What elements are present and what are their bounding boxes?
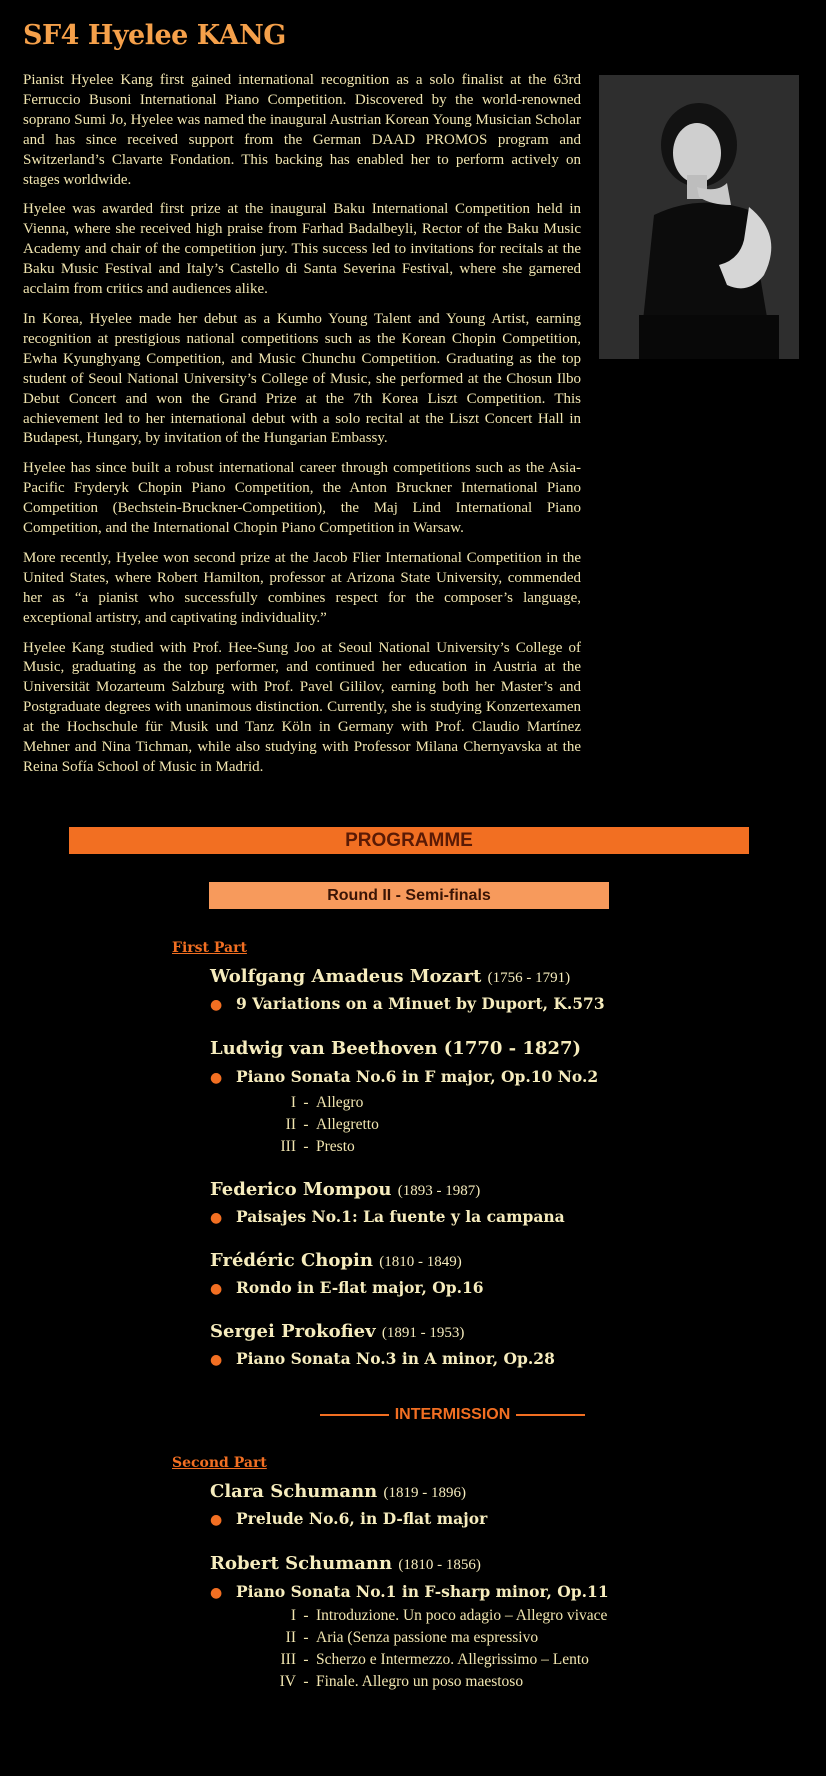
work-text: Piano Sonata No.1 in F-sharp minor, Op.11 — [236, 1582, 609, 1601]
composer-name — [210, 1250, 462, 1271]
movement-name: Scherzo e Intermezzo. Allegrissimo – Lento — [316, 1651, 589, 1668]
bullet-icon: ● — [210, 1281, 223, 1297]
bullet-icon: ● — [210, 1512, 223, 1528]
work-title — [210, 1278, 484, 1297]
composer-name — [210, 966, 570, 987]
round-label: Round II - Semi-finals — [209, 882, 609, 909]
movement-name: Allegro — [316, 1094, 364, 1111]
bullet-icon: ● — [210, 1352, 223, 1368]
work-text: Piano Sonata No.6 in F major, Op.10 No.2 — [236, 1067, 599, 1086]
movement-dash: - — [303, 1629, 309, 1646]
work-text: Rondo in E-flat major, Op.16 — [236, 1278, 484, 1297]
composer-name — [210, 1553, 481, 1574]
portrait-photo — [599, 75, 799, 359]
divider-line — [320, 1414, 389, 1416]
composer-name — [210, 1481, 466, 1502]
intermission-divider — [320, 1403, 585, 1427]
movement — [250, 1629, 538, 1647]
bullet-icon: ● — [210, 1585, 223, 1601]
movement — [250, 1094, 363, 1112]
movement-name: Aria (Senza passione ma espressivo — [316, 1629, 539, 1646]
bio-paragraph: Hyelee was awarded first prize at the inaugural Baku International Competition held in Vienna, where she received high praise from Farhad Badalbeyli, Rector of the Baku Music Academy and chair of the competition jury. This success led to invitations for recitals at the Baku Music Festival and Italy’s Castello di Santa Severina Festival, where she garnered acclaim from critics and audiences alike. — [23, 201, 581, 298]
bio-paragraph: Hyelee has since built a robust international career through competitions such as the Asia-Pacific Fryderyk Chopin Piano Competition, the Anton Bruckner International Piano Competition (Bechstein-Bruckner-Competition), the Maj Lind International Piano Competition, and the International Chopin Piano Competition in Warsaw. — [23, 460, 581, 537]
movement-dash: - — [303, 1094, 309, 1111]
composer-dates: (1819 - 1896) — [383, 1485, 467, 1501]
composer-dates: (1756 - 1791) — [487, 970, 571, 986]
movement-name: Finale. Allegro un poso maestoso — [316, 1673, 524, 1690]
work-title — [210, 1509, 487, 1528]
composer-text: Robert Schumann — [210, 1553, 393, 1574]
work-title — [210, 1067, 598, 1086]
bio-paragraph: Hyelee Kang studied with Prof. Hee-Sung Joo at Seoul National University’s College of Music, graduating as the top performer, and continued her education in Austria at the Universität Mozarteum Salzburg with Prof. Pavel Gililov, earning both her Master’s and Postgraduate degrees with unanimous distinction. Currently, she is studying Konzertexamen at the Hochschule für Musik und Tanz Köln in Germany with Prof. Claudio Martínez Mehner and Nina Tichman, while also studying with Professor Milana Chernyavska at the Reina Sofía School of Music in Madrid. — [23, 639, 581, 775]
composer-dates: (1893 - 1987) — [397, 1183, 481, 1199]
movement-dash: - — [303, 1673, 309, 1690]
work-title — [210, 994, 605, 1013]
composer-name — [210, 1038, 581, 1059]
bullet-icon: ● — [210, 1210, 223, 1226]
movement-name: Presto — [316, 1138, 355, 1155]
movement — [250, 1138, 355, 1156]
movement-number: III — [280, 1651, 296, 1668]
movement-dash: - — [303, 1651, 309, 1668]
intermission-label: INTERMISSION — [394, 1406, 511, 1423]
bio-paragraph: In Korea, Hyelee made her debut as a Kumho Young Talent and Young Artist, earning recognition at prestigious national competitions such as the Korean Chopin Competition, Ewha Kyunghyang Competition, and Music Chunchu Competition. Graduating as the top student of Seoul National University’s College of Music, she performed at the Chosun Ilbo Debut Concert and won the Grand Prize at the 7th Korea Liszt Competition. This achievement led to her international debut with a solo recital at the Liszt Concert Hall in Budapest, Hungary, by invitation of the Hungarian Embassy. — [23, 310, 581, 447]
work-text: Paisajes No.1: La fuente y la campana — [236, 1207, 565, 1226]
composer-text: Frédéric Chopin — [210, 1250, 373, 1271]
composer-dates: (1810 - 1849) — [379, 1254, 462, 1270]
composer-name — [210, 1179, 480, 1200]
composer-dates: (1891 - 1953) — [381, 1325, 465, 1341]
work-text: 9 Variations on a Minuet by Duport, K.573 — [236, 994, 605, 1013]
page-title: SF4 Hyelee KANG — [23, 20, 286, 51]
movement-number: IV — [279, 1673, 296, 1690]
work-text: Piano Sonata No.3 in A minor, Op.28 — [236, 1349, 555, 1368]
work-title — [210, 1349, 555, 1368]
movement — [250, 1116, 379, 1134]
programme-heading: PROGRAMME — [69, 827, 749, 854]
work-text: Prelude No.6, in D-flat major — [236, 1509, 488, 1528]
movement-dash: - — [303, 1116, 309, 1133]
composer-text: Wolfgang Amadeus Mozart — [210, 966, 482, 987]
movement — [250, 1651, 589, 1669]
composer-name — [210, 1321, 464, 1342]
movement-dash: - — [303, 1138, 309, 1155]
composer-dates: (1810 - 1856) — [398, 1557, 481, 1573]
bio-paragraph: More recently, Hyelee won second prize at the Jacob Flier International Competition in the United States, where Robert Hamilton, professor at Arizona State University, commended her as “a pianist who successfully combines respect for the composer’s language, exceptional artistry, and captivating individuality.” — [23, 549, 581, 626]
movement-number: I — [290, 1607, 296, 1624]
movement — [250, 1607, 607, 1625]
movement-dash: - — [303, 1607, 309, 1624]
bio-paragraph: Pianist Hyelee Kang first gained international recognition as a solo finalist at the 63rd Ferruccio Busoni International Piano Competition. Discovered by the world-renowned soprano Sumi Jo, Hyelee was named the inaugural Austrian Korean Young Musician Scholar and has since received support from the German DAAD PROMOS program and Switzerland’s Clavarte Fondation. This backing has enabled her to perform actively on stages worldwide. — [23, 72, 581, 188]
bullet-icon: ● — [210, 1070, 223, 1086]
movement-name: Allegretto — [316, 1116, 379, 1133]
work-title — [210, 1582, 609, 1601]
second-part-label: Second Part — [172, 1455, 267, 1471]
movement-number: I — [290, 1094, 296, 1111]
divider-line — [516, 1414, 585, 1416]
biography — [23, 71, 581, 788]
movement-number: II — [285, 1629, 296, 1646]
movement-number: III — [280, 1138, 296, 1155]
work-title — [210, 1207, 565, 1226]
composer-text: Federico Mompou — [210, 1179, 392, 1200]
composer-text: Sergei Prokofiev — [210, 1321, 376, 1342]
composer-text: Clara Schumann — [210, 1481, 378, 1502]
first-part-label: First Part — [172, 940, 247, 956]
movement — [250, 1673, 523, 1691]
bullet-icon: ● — [210, 997, 223, 1013]
movement-number: II — [285, 1116, 296, 1133]
composer-text: Ludwig van Beethoven (1770 - 1827) — [210, 1038, 582, 1059]
movement-name: Introduzione. Un poco adagio – Allegro vivace — [316, 1607, 608, 1624]
